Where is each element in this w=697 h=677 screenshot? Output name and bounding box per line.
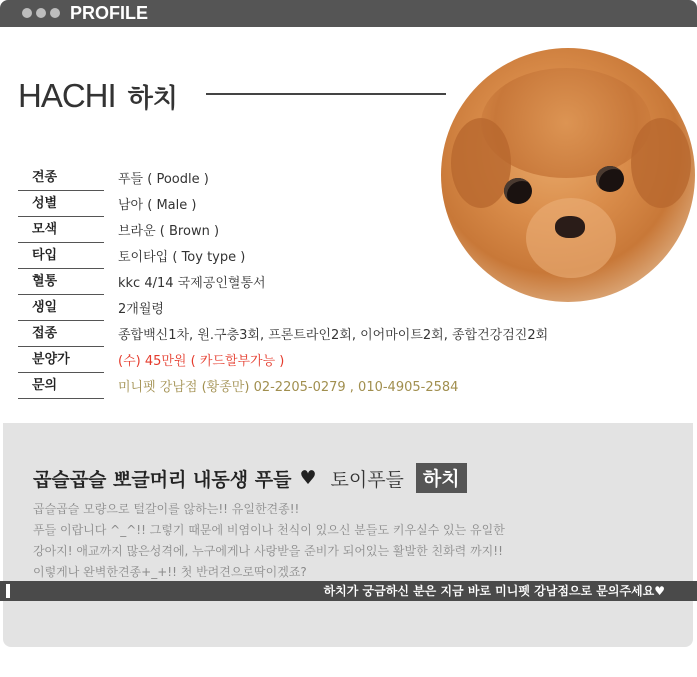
spec-label: 분양가 [18, 349, 104, 373]
cta-text: 하치가 궁금하신 분은 지금 바로 미니펫 강남점으로 문의주세요♥ [323, 584, 665, 598]
header-title: PROFILE [70, 3, 149, 23]
spec-value: kkc 4/14 국제공인혈통서 [118, 276, 266, 291]
cta-marker [6, 584, 10, 598]
spec-value: 브라운 ( Brown ) [118, 224, 220, 239]
profile-name-en: HACHI [18, 77, 116, 114]
spec-label: 타입 [18, 245, 104, 269]
spec-row-breed [18, 167, 618, 193]
panel-title [33, 463, 467, 493]
spec-label: 접종 [18, 323, 104, 347]
dot-icon [22, 8, 32, 18]
spec-table [18, 167, 618, 401]
panel-title-name: 하치 [416, 463, 467, 493]
spec-row-price [18, 349, 618, 375]
spec-label: 모색 [18, 219, 104, 243]
heart-icon: ♥ [299, 467, 317, 489]
spec-value: 종합백신1차, 원.구충3회, 프론트라인2회, 이어마이트2회, 종합건강검진2회 [118, 328, 549, 343]
spec-label: 성별 [18, 193, 104, 217]
price-value: (수) 45만원 ( 카드할부가능 ) [118, 354, 285, 369]
header-bar [0, 0, 697, 27]
window-dots [22, 8, 60, 18]
spec-row-birth [18, 297, 618, 323]
spec-row-color [18, 219, 618, 245]
spec-label: 문의 [18, 375, 104, 399]
spec-row-sex [18, 193, 618, 219]
spec-row-pedigree [18, 271, 618, 297]
spec-label: 생일 [18, 297, 104, 321]
profile-name-ko: 하치 [127, 84, 178, 114]
profile-name [18, 77, 178, 115]
description-line: 이렇게나 완벽한견종+_+!! 첫 반려견으로딱이겠죠? [33, 565, 307, 579]
description-line: 곱슬곱슬 모량으로 털갈이를 않하는!! 유일한견종!! [33, 502, 300, 516]
spec-row-type [18, 245, 618, 271]
spec-value: 푸들 ( Poodle ) [118, 172, 209, 187]
panel-title-sub: 토이푸들 [330, 468, 404, 491]
spec-label: 견종 [18, 167, 104, 191]
dot-icon [36, 8, 46, 18]
description-line: 푸들 이랍니다 ^_^!! 그렇기 때문에 비염이나 천식이 있으신 분들도 키우실수 있는 유일한 [33, 523, 505, 537]
spec-value: 토이타입 ( Toy type ) [118, 250, 246, 265]
spec-value: 2개월령 [118, 302, 164, 317]
title-divider [206, 93, 446, 95]
description-text [33, 499, 633, 583]
panel-title-main: 곱슬곱슬 뽀글머리 내동생 푸들 [33, 468, 292, 491]
spec-row-contact [18, 375, 618, 401]
spec-row-vaccination [18, 323, 618, 349]
dot-icon [50, 8, 60, 18]
description-panel [3, 423, 693, 647]
contact-value: 미니펫 강남점 (황종만) 02-2205-0279 , 010-4905-2584 [118, 380, 459, 395]
description-line: 강아지! 애교까지 많은성격에, 누구에게나 사랑받을 준비가 되어있는 활발한 친화력 까지!! [33, 544, 503, 558]
spec-label: 혈통 [18, 271, 104, 295]
spec-value: 남아 ( Male ) [118, 198, 197, 213]
photo-ear-right [631, 118, 691, 208]
